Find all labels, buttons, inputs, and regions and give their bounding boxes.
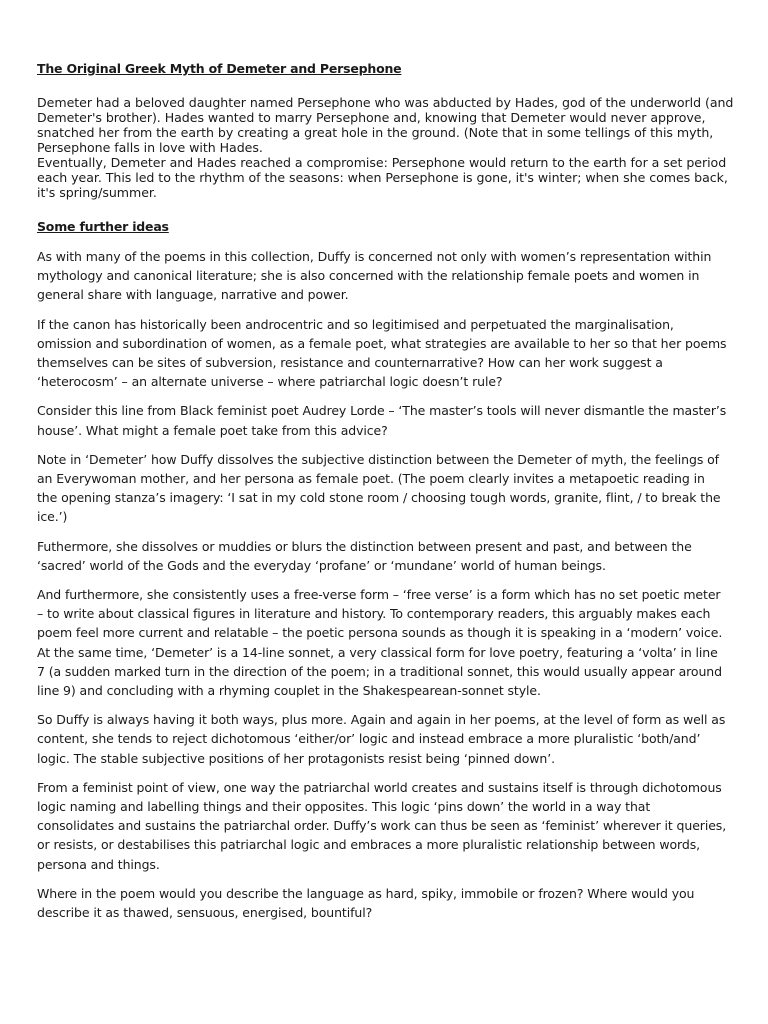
ideas-paragraph: Where in the poem would you describe the language as hard, spiky, immobile or frozen? Where would you describe it as thawed, sensuous, energised, bountiful? (37, 885, 695, 921)
ideas-paragraph: From a feminist point of view, one way the patriarchal world creates and sustains itself is through dichotomous logic naming and labelling things and their opposites. This logic ‘pins down’ the world in a way that consolidates and sustains the patriarchal order. Duffy’s work can thus be seen as ‘feminist’ wherever it queries, or resists, or destabilises this patriarchal logic and embraces a more pluralistic relationship between words, persona and things. (37, 779, 727, 872)
myth-paragraph: Eventually, Demeter and Hades reached a compromise: Persephone would return to the earth for a set period each year. This led to the rhythm of the seasons: when Persephone is gone, it's winter; when she comes back, it's spring/summer. (37, 155, 728, 200)
ideas-paragraph: As with many of the poems in this collection, Duffy is concerned not only with women’s representation within mythology and canonical literature; she is also concerned with the relationship female poets and women in general share with language, narrative and power. (37, 249, 712, 303)
further-ideas-heading: Some further ideas (37, 219, 169, 234)
ideas-paragraph: And furthermore, she consistently uses a free-verse form – ‘free verse’ is a form which has no set poetic meter – to write about classical figures in literature and history. To contemporary readers, this arguably makes each poem feel more current and relatable – the poetic persona sounds as though it is speaking in a ‘modern’ voice. At the same time, ‘Demeter’ is a 14-line sonnet, a very classical form for love poetry, featuring a ‘volta’ in line 7 (a sudden marked turn in the direction of the poem; in a traditional sonnet, this would usually appear around line 9) and concluding with a rhyming couplet in the Shakespearean-sonnet style. (37, 587, 723, 699)
ideas-paragraph: So Duffy is always having it both ways, plus more. Again and again in her poems, at the level of form as well as content, she tends to reject dichotomous ‘either/or’ logic and instead embrace a more pluralistic ‘both/and’ logic. The stable subjective positions of her protagonists resist being ‘pinned down’. (37, 712, 726, 766)
ideas-paragraph: Futhermore, she dissolves or muddies or blurs the distinction between present and past, and between the ‘sacred’ world of the Gods and the everyday ‘profane’ or ‘mundane’ world of human beings. (37, 538, 692, 573)
further-ideas-body (37, 247, 727, 932)
myth-summary (37, 95, 737, 200)
myth-heading: The Original Greek Myth of Demeter and Persephone (37, 61, 402, 76)
myth-paragraph: Demeter had a beloved daughter named Persephone who was abducted by Hades, god of the underworld (and Demeter's brother). Hades wanted to marry Persephone and, knowing that Demeter would never approve, snatched her from the earth by creating a great hole in the ground. (Note that in some tellings of this myth, Persephone falls in love with Hades. (37, 95, 734, 155)
ideas-paragraph: Note in ‘Demeter’ how Duffy dissolves the subjective distinction between the Demeter of myth, the feelings of an Everywoman mother, and her persona as female poet. (The poem clearly invites a metapoetic reading in the opening stanza’s imagery: ‘I sat in my cold stone room / choosing tough words, granite, flint, / to break the ice.’) (37, 451, 721, 525)
ideas-paragraph: Consider this line from Black feminist poet Audrey Lorde – ‘The master’s tools will never dismantle the master’s house’. What might a female poet take from this advice? (37, 403, 727, 438)
ideas-paragraph: If the canon has historically been androcentric and so legitimised and perpetuated the marginalisation, omission and subordination of women, as a female poet, what strategies are available to her so that her poems themselves can be sites of subversion, resistance and counternarrative? How can her work suggest a ‘heterocosm’ – an alternate universe – where patriarchal logic doesn’t rule? (37, 316, 727, 390)
